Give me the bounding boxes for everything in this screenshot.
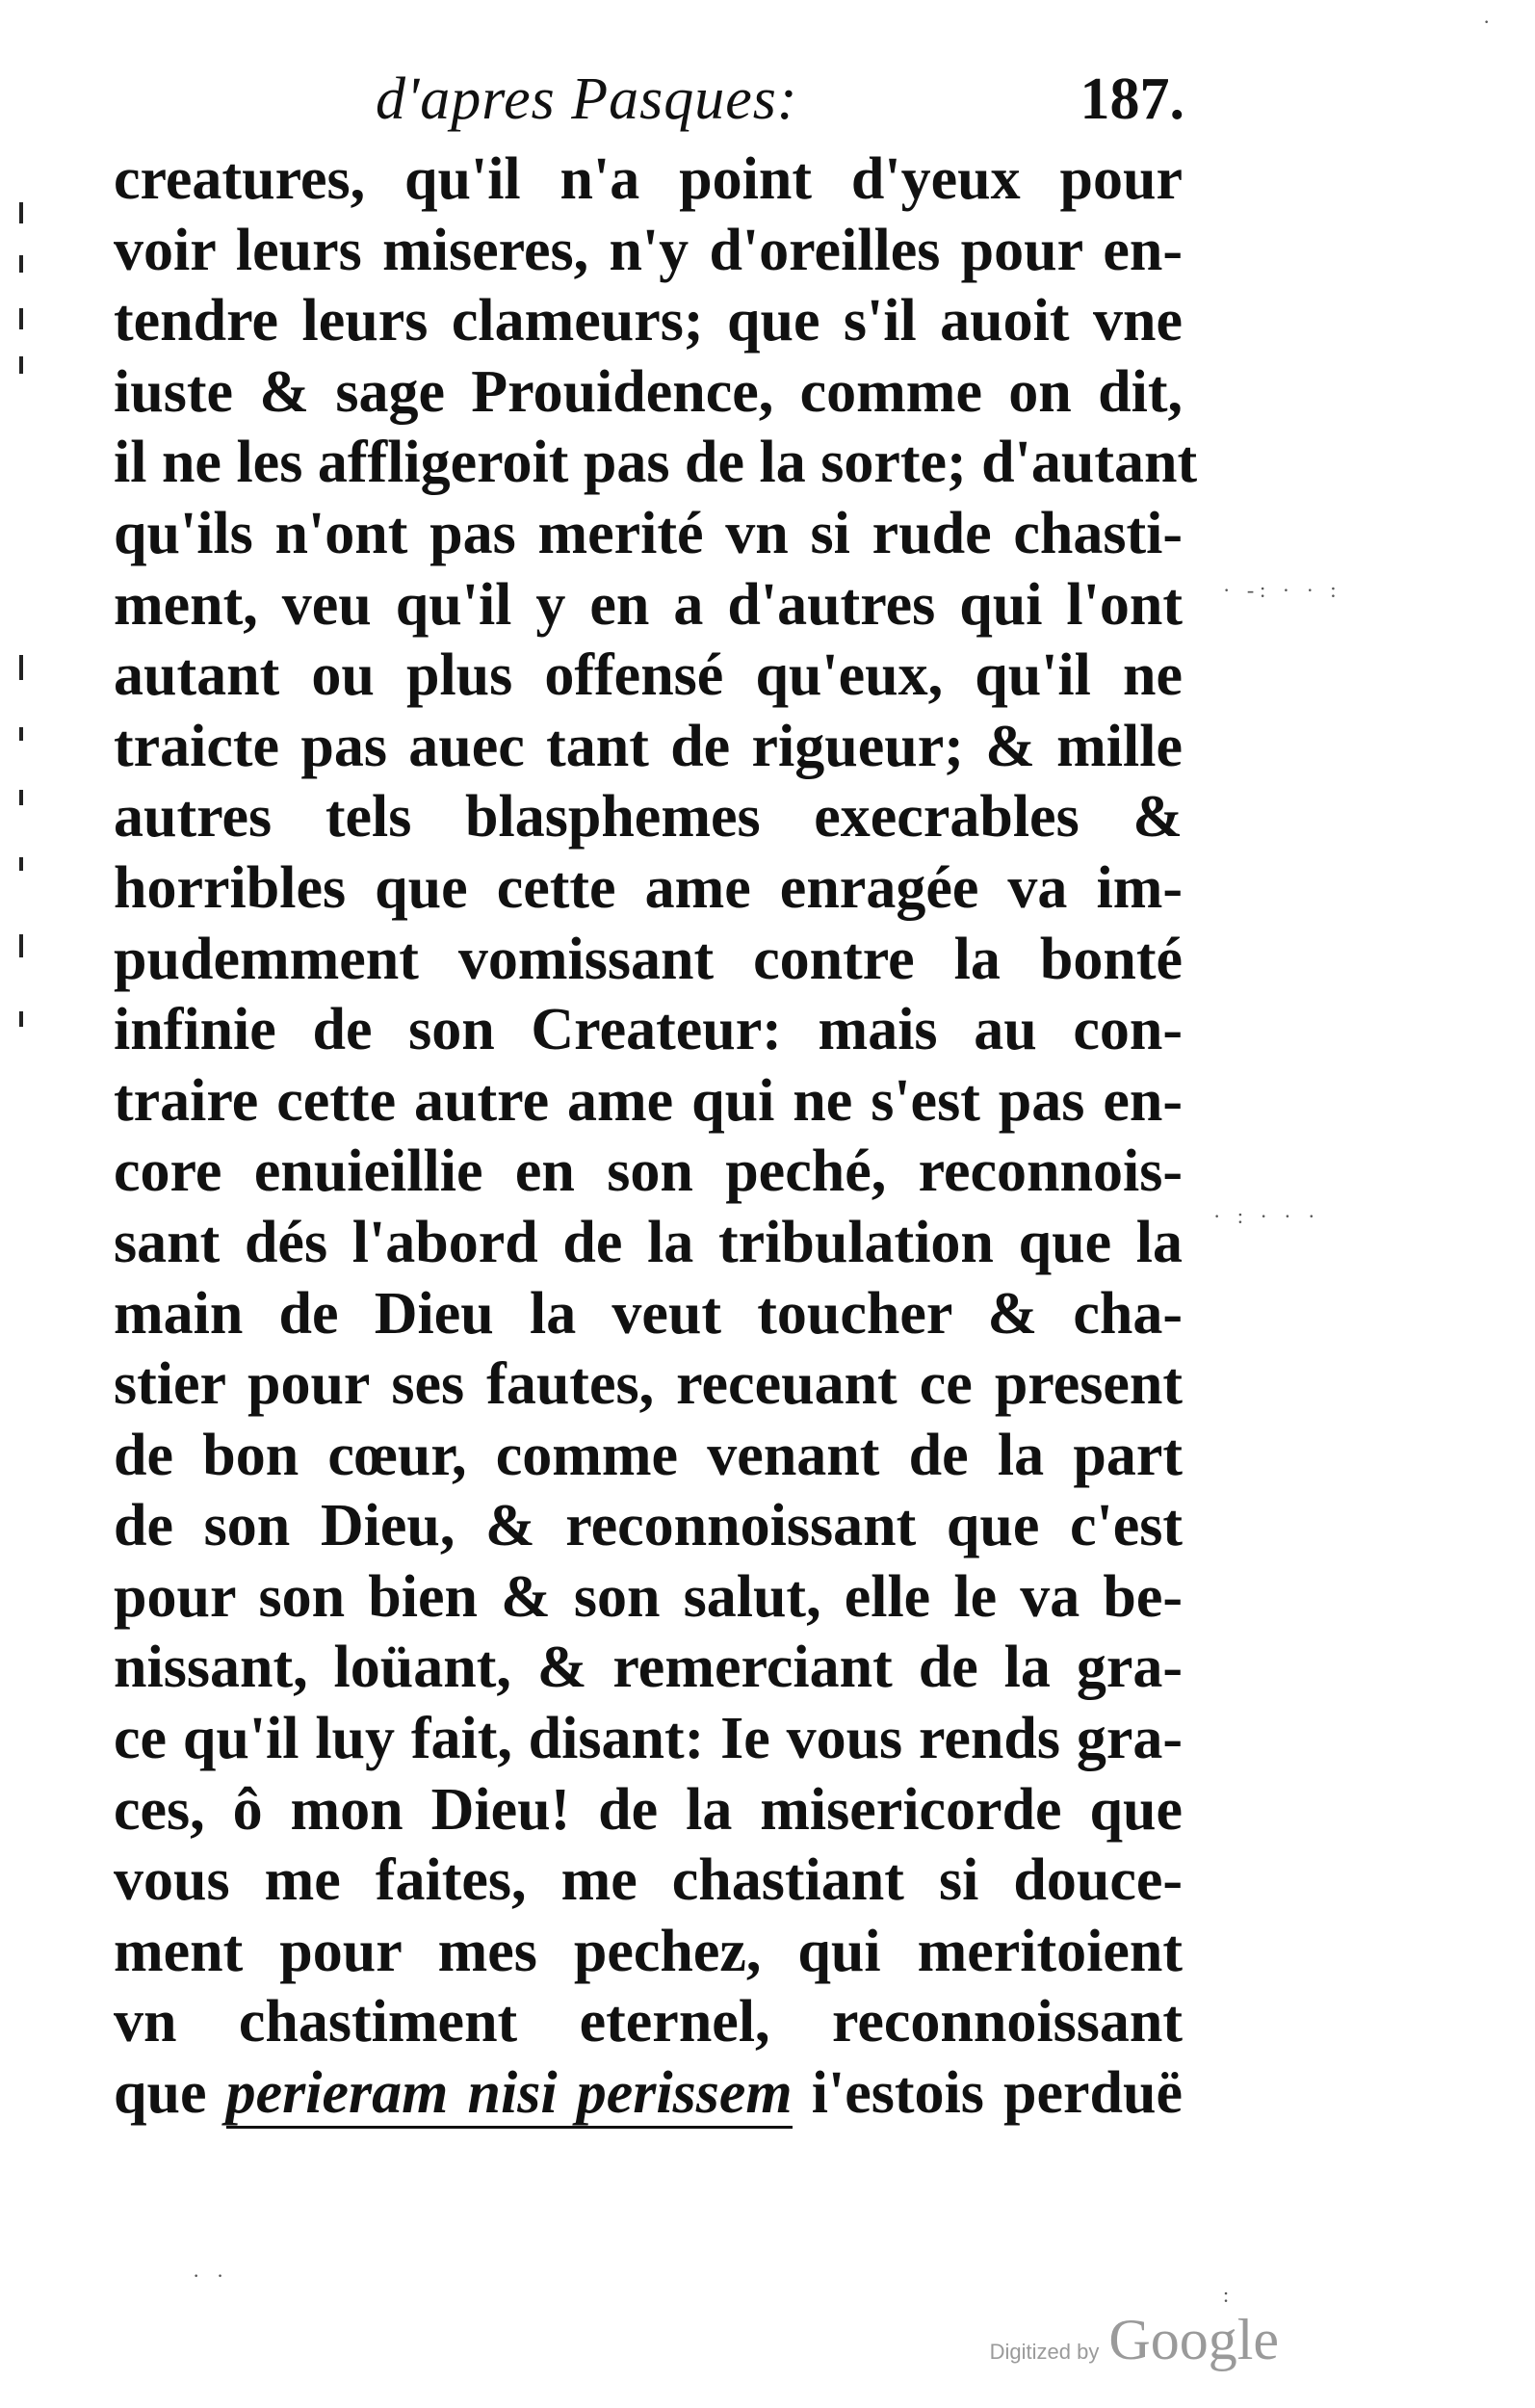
text-line: tendre leurs clameurs; que s'il auoit vne: [114, 288, 1183, 354]
text-line: main de Dieu la veut toucher & cha-: [114, 1280, 1183, 1347]
text-line: stier pour ses fautes, receuant ce present: [114, 1351, 1183, 1418]
final-text-line: [114, 2058, 1183, 2130]
margin-mark: [19, 255, 23, 273]
latin-quote: perieram nisi perissem: [226, 2060, 793, 2129]
margin-speck: · -: · · :: [1223, 578, 1342, 602]
text-line: vn chastiment eternel, reconnoissant: [114, 1989, 1183, 2055]
text-line: ment, veu qu'il y en a d'autres qui l'ont: [114, 571, 1183, 638]
margin-mark: [19, 202, 23, 223]
left-margin-marks: [19, 202, 48, 1069]
margin-speck: · ·: [193, 2264, 230, 2288]
text-line: autant ou plus offensé qu'eux, qu'il ne: [114, 642, 1183, 709]
text-line: vous me faites, me chastiant si douce-: [114, 1847, 1183, 1914]
text-line: ce qu'il luy fait, disant: Ie vous rends gra-: [114, 1706, 1183, 1772]
digitized-watermark: [990, 2307, 1279, 2373]
body-text: [114, 144, 1198, 2130]
final-line-end: i'estois perduë: [811, 2060, 1184, 2127]
text-line: qu'ils n'ont pas merité vn si rude chasti-: [114, 500, 1183, 566]
text-line: de bon cœur, comme venant de la part: [114, 1422, 1183, 1488]
text-line: traicte pas auec tant de rigueur; & mille: [114, 713, 1183, 779]
margin-speck: ·: [1483, 10, 1496, 34]
margin-mark: [19, 727, 23, 741]
text-line: infinie de son Createur: mais au con-: [114, 997, 1183, 1063]
running-head: [116, 56, 1184, 143]
google-wordmark-icon: Google: [1108, 2308, 1279, 2371]
margin-mark: [19, 655, 23, 680]
text-line: pour son bien & son salut, elle le va be-: [114, 1563, 1183, 1630]
text-line: autres tels blasphemes execrables &: [114, 784, 1183, 851]
running-title: d'apres Pasques:: [376, 66, 798, 132]
margin-mark: [19, 934, 23, 957]
text-line: creatures, qu'il n'a point d'yeux pour: [114, 146, 1183, 212]
text-line: il ne les affligeroit pas de la sorte; d'autant: [114, 430, 1198, 496]
text-line: ment pour mes pechez, qui meritoient: [114, 1918, 1183, 1984]
margin-mark: [19, 857, 23, 871]
text-line: sant dés l'abord de la tribulation que la: [114, 1209, 1183, 1275]
margin-mark: [19, 356, 23, 374]
margin-mark: [19, 308, 23, 329]
digitized-label: Digitized by: [989, 2340, 1100, 2364]
text-line: core enuieillie en son peché, reconnois-: [114, 1139, 1183, 1205]
text-line: ces, ô mon Dieu! de la misericorde que: [114, 1776, 1183, 1843]
text-line: iuste & sage Prouidence, comme on dit,: [114, 358, 1183, 425]
page-number: 187.: [1080, 66, 1184, 132]
text-line: traire cette autre ame qui ne s'est pas en-: [114, 1067, 1183, 1134]
text-line: nissant, loüant, & remerciant de la gra-: [114, 1635, 1183, 1701]
text-line: pudemment vomissant contre la bonté: [114, 926, 1183, 992]
margin-speck: :: [1223, 2283, 1236, 2307]
text-line: horribles que cette ame enragée va im-: [114, 854, 1183, 921]
text-line: de son Dieu, & reconnoissant que c'est: [114, 1493, 1183, 1559]
final-line-start: que: [114, 2060, 207, 2127]
margin-mark: [19, 790, 23, 805]
text-line: voir leurs miseres, n'y d'oreilles pour en-: [114, 217, 1183, 283]
margin-speck: · : · · ·: [1213, 1204, 1321, 1228]
margin-mark: [19, 1011, 23, 1027]
